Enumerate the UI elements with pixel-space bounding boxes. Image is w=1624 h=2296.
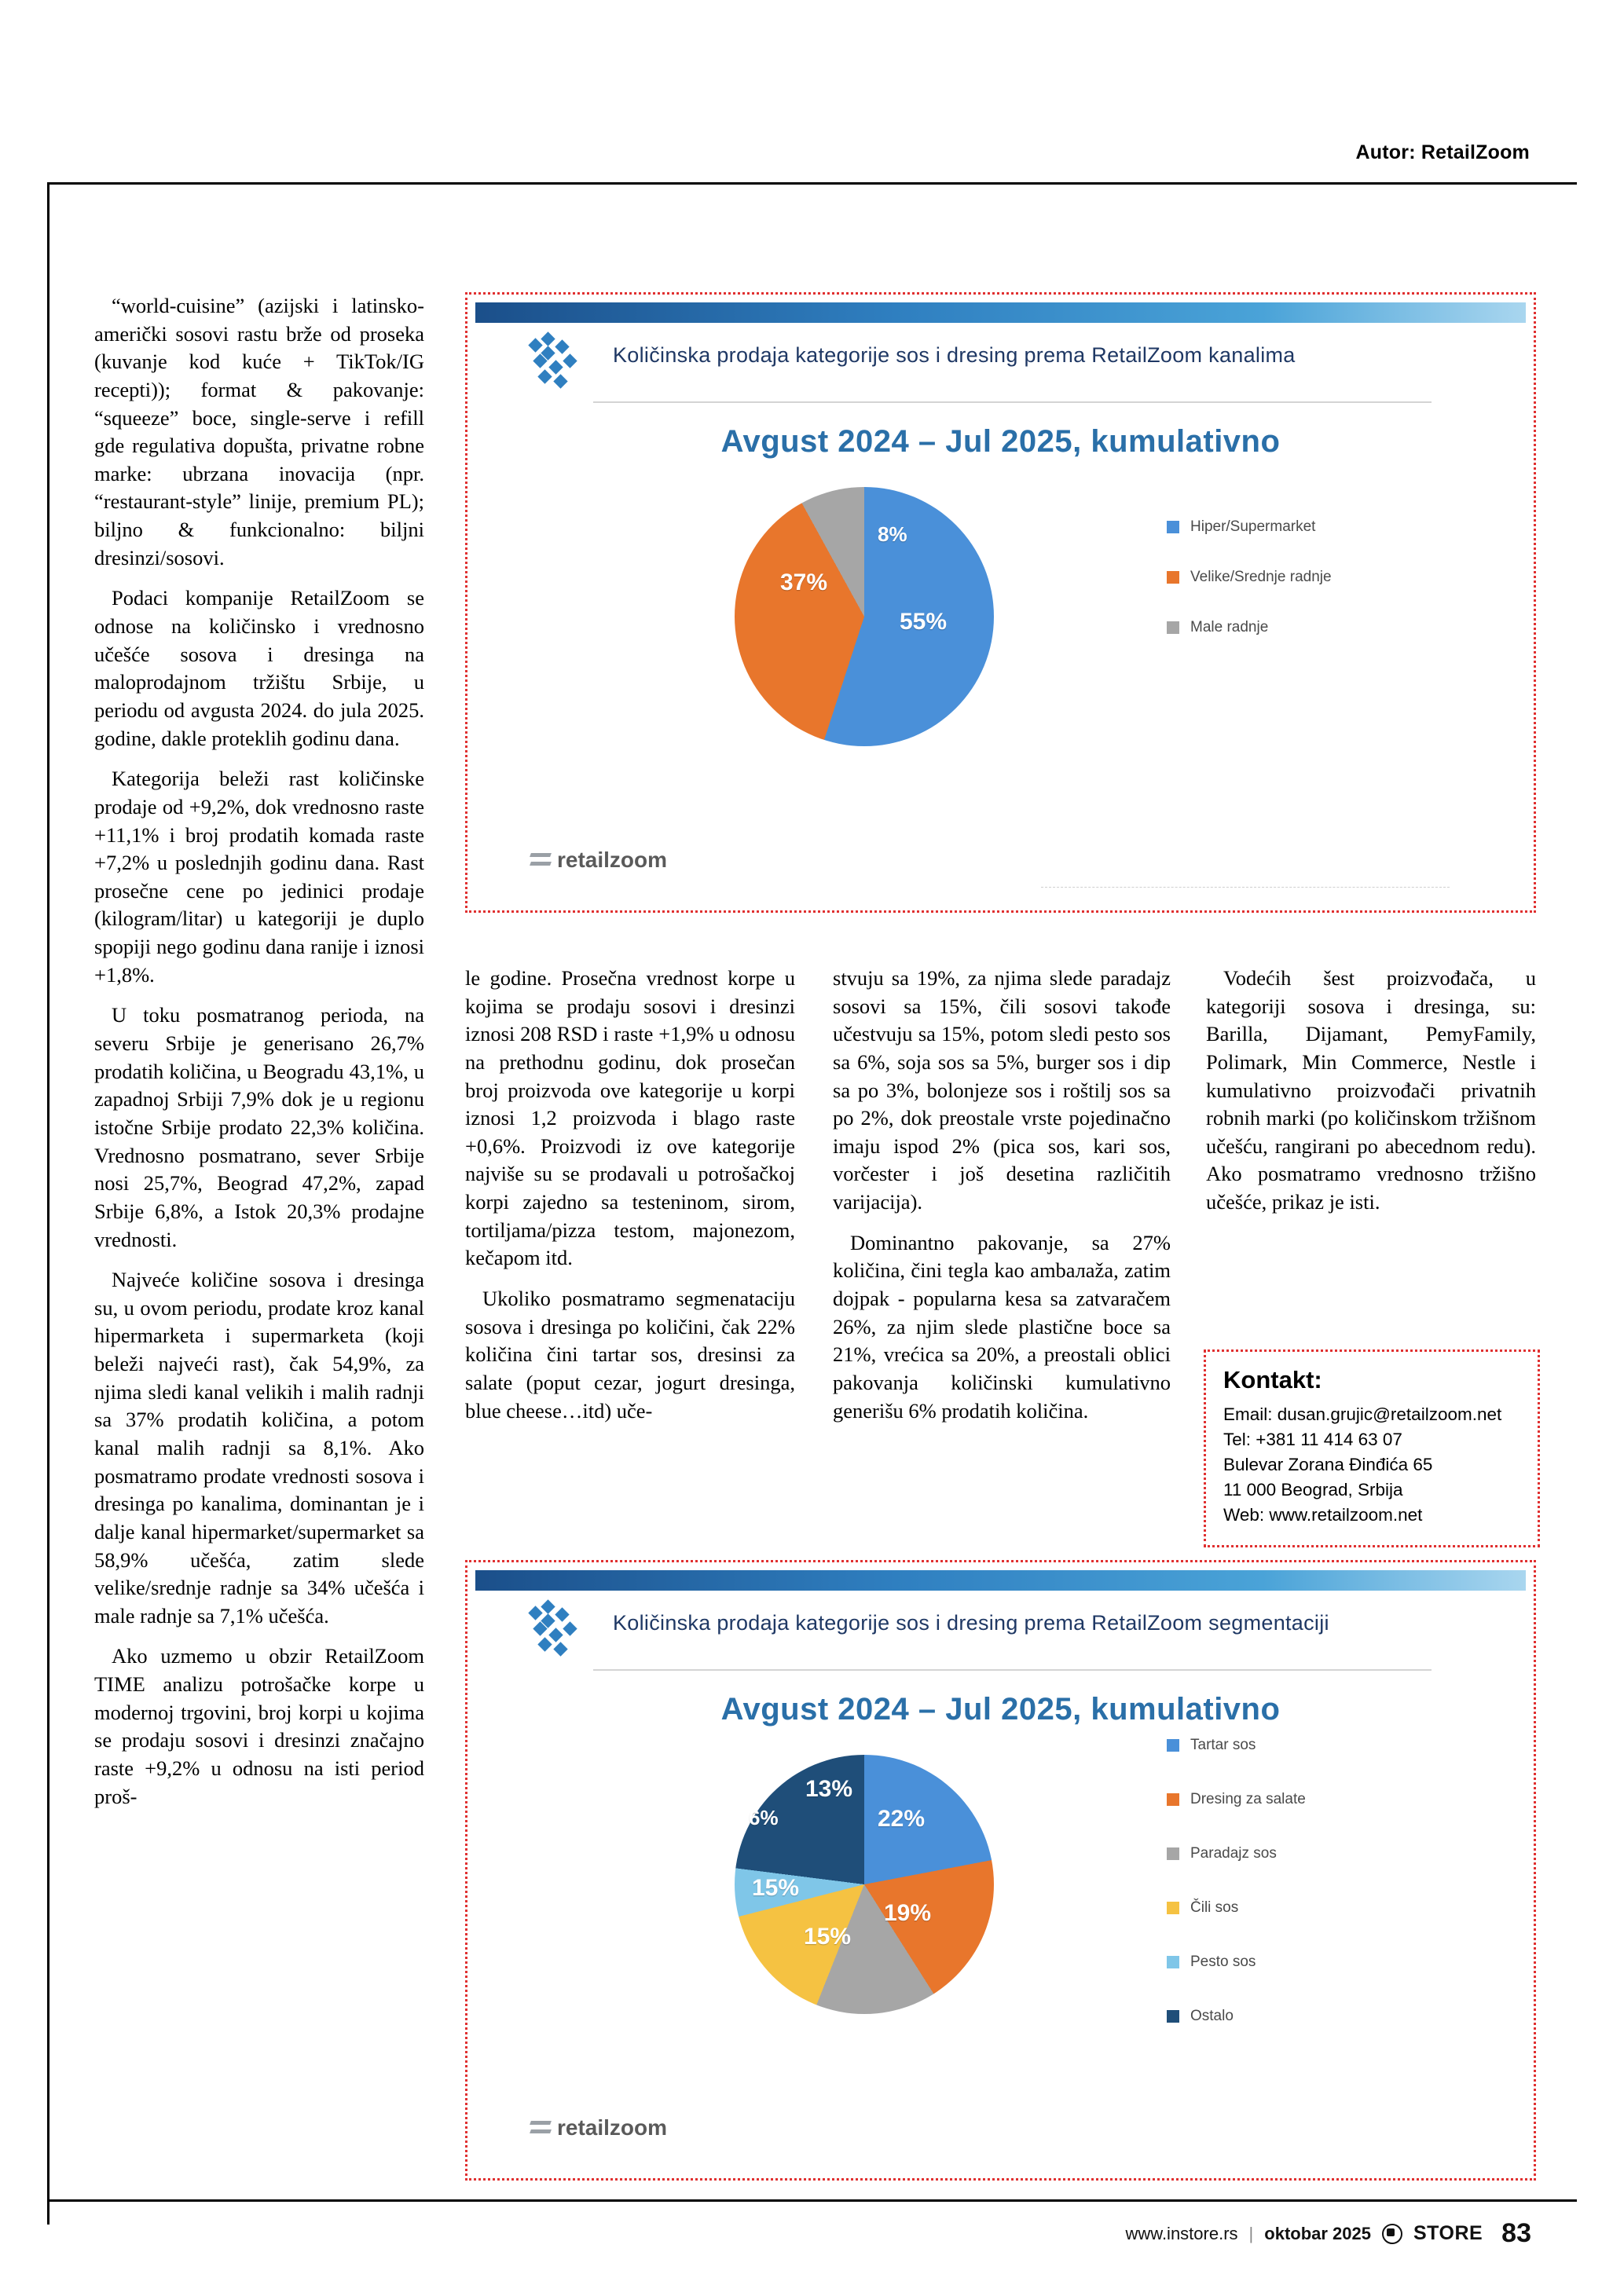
legend-swatch-icon [1167, 1847, 1179, 1860]
pie-slice-label-tartar: 22% [878, 1806, 926, 1832]
text-column-3 [833, 965, 1171, 1425]
legend-item [1167, 1791, 1306, 1808]
legend-label: Hiper/Supermarket [1190, 518, 1316, 535]
legend-item [1167, 1845, 1306, 1862]
legend-label: Čili sos [1190, 1899, 1239, 1916]
pie-slice-label-male: 8% [878, 522, 907, 546]
legend-label: Velike/Srednje radnje [1190, 569, 1332, 585]
contact-city: 11 000 Beograd, Srbija [1223, 1479, 1403, 1500]
paragraph: Vodećih šest proizvođača, u kategoriji sosova i dresinga, su: Barilla, Dijamant, PemyFamily, Polimark, Min Commerce, Nestle i kumulativno proizvođači privatnih robnih marki (po količinskom tržišnom učešću, rangirani po abecednom redu). Ako posmatramo vrednosno tržišno učešće, prikaz je isti. [1206, 966, 1536, 1214]
pie-slice-label-cili: 15% [752, 1875, 800, 1901]
chart-header-bar [475, 1570, 1526, 1591]
contact-title: Kontakt: [1223, 1366, 1322, 1393]
legend-label: Male radnje [1190, 619, 1269, 635]
page-header-author: Autor: RetailZoom [1355, 141, 1530, 163]
chart-canvas [475, 302, 1526, 903]
chart-subtitle: Avgust 2024 – Jul 2025, kumulativno [720, 424, 1281, 459]
contact-web[interactable]: Web: www.retailzoom.net [1223, 1504, 1423, 1525]
pie-slice-label-ostalo: 13% [805, 1776, 853, 1802]
retailzoom-dots-icon [530, 1602, 585, 1657]
footer-brand: STORE [1413, 2222, 1483, 2244]
paragraph: Ukoliko posmatramo segmenataciju sosova i dresinga po količini, čak 22% količina čini tartar sos, dresinsi za salate (poput cezar, jogurt dresinga, blue cheese…itd) uče- [465, 1287, 795, 1423]
legend-item [1167, 1954, 1306, 1971]
legend-label: Tartar sos [1190, 1737, 1256, 1753]
text-column-1 [94, 292, 424, 1811]
contact-address: Bulevar Zorana Đinđića 65 [1223, 1454, 1433, 1474]
paragraph: Najveće količine sosova i dresinga su, u ovom periodu, prodate kroz kanal hipermarketa i supermarketa (koji beleži najveći rast), čak 54,9%, za njima sledi kanal velikih i malih radnji sa 37% prodatih količina, a potom kanal malih radnji sa 8,1%. Ako posmatramo prodate vrednosti sosova i dresinga po kanalima, dominantan je i dalje kanal hipermarket/supermarket sa 58,9% učešća, zatim slede velike/srednje radnje sa 34% učešća i male radnje sa 7,1% učešća. [94, 1268, 424, 1628]
retailzoom-text: retailzoom [557, 2115, 668, 2140]
legend-item [1167, 619, 1332, 636]
legend-label: Dresing za salate [1190, 1791, 1306, 1807]
text-column-4 [1206, 965, 1536, 1217]
chart-title-divider [593, 401, 1432, 403]
footer-divider [47, 2199, 1577, 2202]
legend-swatch-icon [1167, 1902, 1179, 1914]
legend-swatch-icon [1167, 1956, 1179, 1968]
retailzoom-dots-icon [530, 334, 585, 389]
retailzoom-wordmark [530, 2115, 667, 2140]
contact-email[interactable]: Email: dusan.grujic@retailzoom.net [1223, 1404, 1502, 1424]
legend-swatch-icon [1167, 2010, 1179, 2023]
header-divider [47, 182, 1577, 185]
chart-canvas [475, 1570, 1526, 2170]
pie-slice-label-paradajz: 15% [804, 1924, 852, 1950]
pie-chart [735, 487, 994, 746]
retailzoom-text: retailzoom [557, 848, 668, 872]
paragraph: U toku posmatranog perioda, na severu Srbije je generisano 26,7% prodatih količina, u Beogradu 43,1%, u zapadnoj Srbiji 7,9% dok je u regionu istočne Srbije prodato 22,3% količina. Vrednosno posmatrano, sever Srbije nosi 25,7%, Beograd 47,2%, zapad Srbije 6,8%, a Istok 20,3% prodajne vrednosti. [94, 1003, 424, 1251]
legend-swatch-icon [1167, 1739, 1179, 1752]
footer-issue: oktobar 2025 [1264, 2223, 1371, 2243]
footer-separator: | [1248, 2223, 1254, 2243]
text-column-2 [465, 965, 795, 1425]
chart-legend [1167, 518, 1332, 669]
page-footer [1126, 2218, 1532, 2249]
contact-phone: Tel: +381 11 414 63 07 [1223, 1429, 1402, 1449]
paragraph: Dominantno pakovanje, sa 27% količina, čini tegla kao ambaлaža, zatim dojpak - popularna kesa sa zatvaračem 26%, za njim slede plastične boce sa 21%, vrećica sa 20%, a preostali oblici pakovanja količinski kumulativno generišu 6% prodatih količina. [833, 1230, 1171, 1423]
retailzoom-glyph-icon [530, 2118, 551, 2138]
legend-swatch-icon [1167, 621, 1179, 634]
legend-swatch-icon [1167, 1793, 1179, 1806]
paragraph: le godine. Prosečna vrednost korpe u kojima se prodaju sosovi i dresinzi iznosi 208 RSD i raste +1,9% u odnosu na prethodnu godinu, dok prosečan broj proizvoda ove kategorije u korpi iznosi 1,2 proizvoda i blago raste +0,6%. Proizvodi iz ove kategorije najviše su se prodavali u potrošačkoj korpi zajedno sa testeninom, sirom, tortiljama/pizza testom, majonezom, kečapom itd. [465, 966, 795, 1270]
instore-logo-icon [1382, 2224, 1402, 2244]
paragraph: stvuju sa 19%, za njima slede paradajz sosovi sa 15%, čili sosovi takođe učestvuju sa 15%, potom sledi pesto sos sa 6%, soja sos sa 5%, burger sos i dip sa po 3%, bolonjeze sos i roštilj sos sa po 2%, dok preostale vrste pojedinačno imaju ispod 2% (pica sos, kari sos, vorčester i još desetina različitih varijacija). [833, 966, 1171, 1214]
retailzoom-wordmark [530, 848, 667, 873]
chart-title-divider [593, 1669, 1432, 1671]
chart-baseline [1041, 887, 1450, 888]
paragraph: Kategorija beleži rast količinske prodaje od +9,2%, dok vrednosno raste +11,1% i broj prodatih komada raste +7,2% u poslednjih godinu dana. Rast prosečne cene po jedinici prodaje (kilogram/litar) u kategoriji je duplo spoрiji nego godinu dana ranije i iznosi +1,8%. [94, 767, 424, 987]
legend-swatch-icon [1167, 521, 1179, 533]
legend-item [1167, 569, 1332, 586]
pie-slice-label-velike: 37% [780, 569, 828, 595]
legend-item [1167, 1737, 1306, 1754]
left-margin-rule [47, 182, 49, 2225]
chart-channels [465, 292, 1536, 913]
page-number: 83 [1501, 2218, 1531, 2248]
legend-label: Pesto sos [1190, 1954, 1256, 1970]
retailzoom-glyph-icon [530, 850, 551, 870]
legend-label: Paradajz sos [1190, 1845, 1277, 1862]
paragraph: Podaci kompanije RetailZoom se odnose na količinsko i vrednosno učešće sosova i dresinga na maloprodajnom tržištu Srbije, u periodu od avgusta 2024. do jula 2025. godine, dakle proteklih godinu dana. [94, 586, 424, 750]
pie-slice-label-hiper: 55% [900, 609, 948, 635]
chart-subtitle: Avgust 2024 – Jul 2025, kumulativno [720, 1692, 1281, 1727]
chart-segmentation [465, 1560, 1536, 2181]
legend-item [1167, 1899, 1306, 1917]
legend-item [1167, 2008, 1306, 2025]
pie-slice-label-dresing: 19% [884, 1900, 932, 1926]
contact-box [1204, 1349, 1540, 1547]
legend-swatch-icon [1167, 571, 1179, 584]
chart-title: Količinska prodaja kategorije sos i dresing prema RetailZoom segmentaciji [613, 1611, 1329, 1635]
chart-legend [1167, 1737, 1306, 2062]
legend-label: Ostalo [1190, 2008, 1234, 2024]
legend-item [1167, 518, 1332, 536]
pie-slice-label-pesto: 6% [749, 1806, 779, 1829]
paragraph: Ako uzmemo u obzir RetailZoom TIME analizu potrošačke korpe u modernoj trgovini, broj korpi u kojima se prodaju sosovi i dresinzi značajno raste +9,2% u odnosu na isti period proš- [94, 1644, 424, 1808]
footer-website[interactable]: www.instore.rs [1125, 2223, 1238, 2243]
chart-header-bar [475, 302, 1526, 323]
chart-title: Količinska prodaja kategorije sos i dresing prema RetailZoom kanalima [613, 343, 1296, 367]
paragraph: “world-cuisine” (azijski i latinsko-američki sosovi rastu brže od proseka (kuvanje kod kuće + TikTok/IG recepti)); format & pakovanje: “squeeze” boce, single-serve i refill gde regulativa dopušta, privatne robne marke: ubrzana inovacija (npr. “restaurant-style” linije, premium PL); biljno & funkcionalno: biljni dresinzi/sosovi. [94, 294, 424, 569]
